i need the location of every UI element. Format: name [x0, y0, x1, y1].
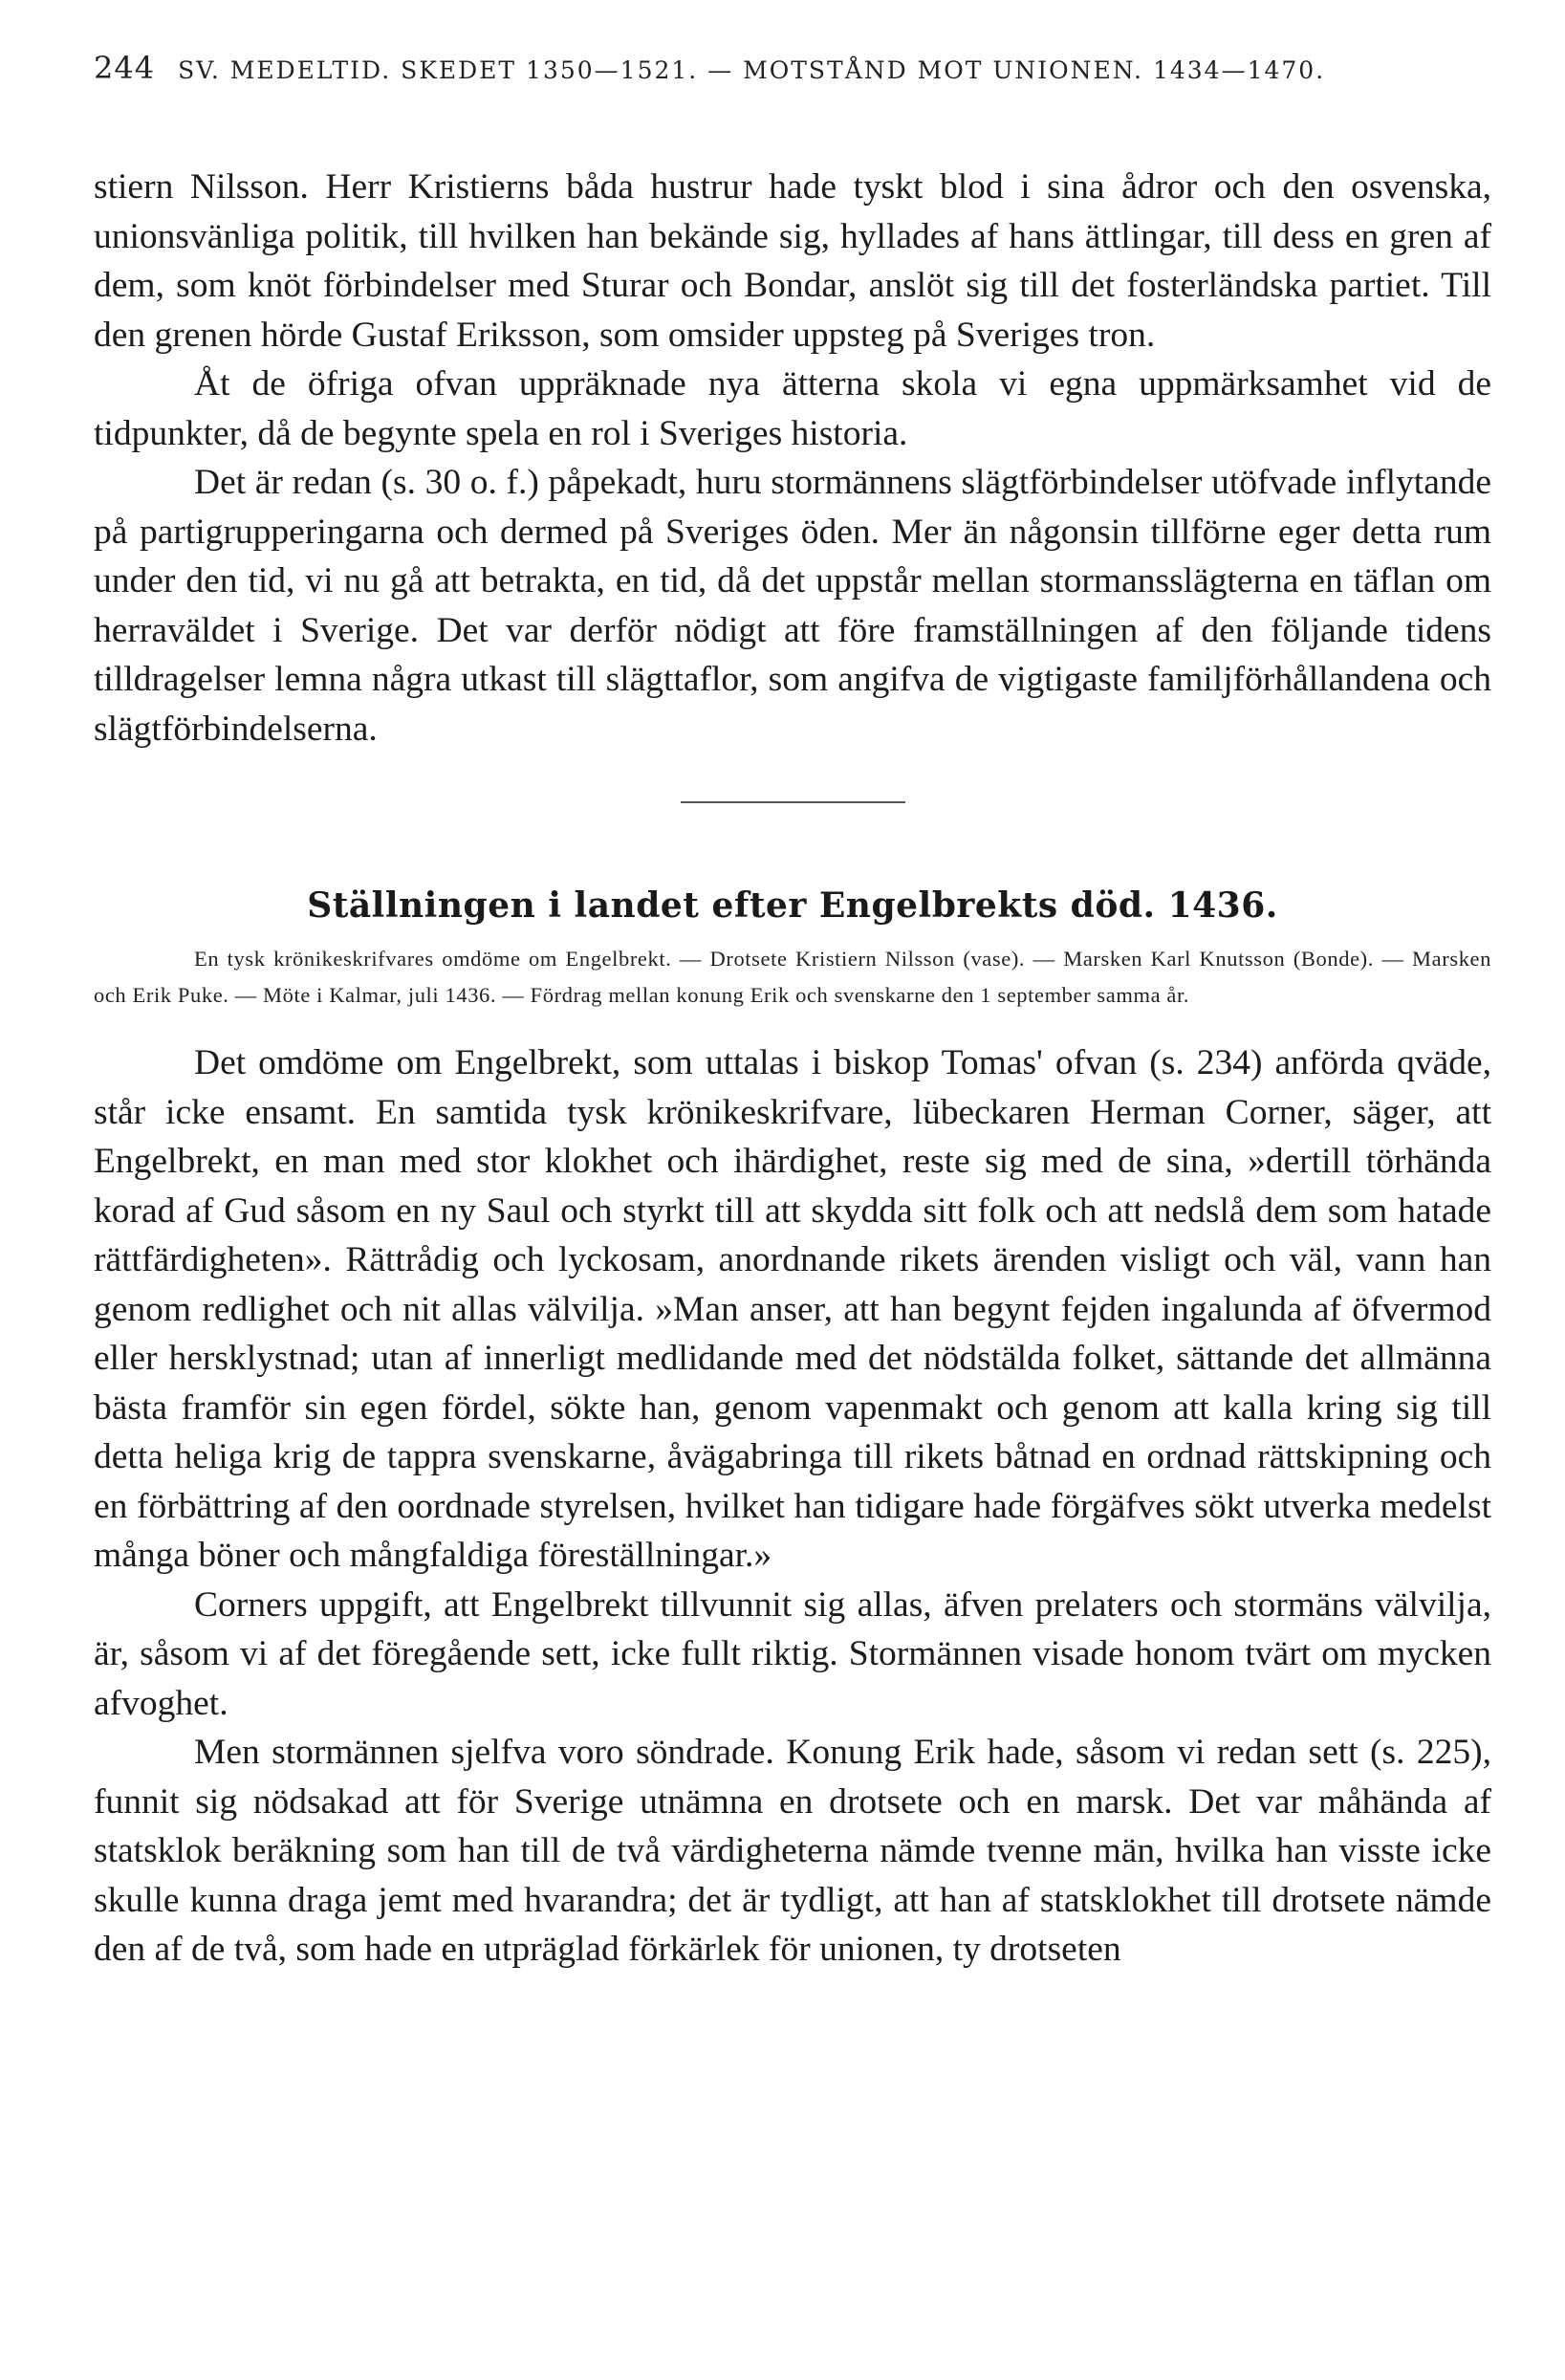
paragraph: Men stormännen sjelfva voro söndrade. Konung Erik hade, såsom vi redan sett (s. 225), funnit sig nödsakad att för Sverige utnämna en drotsete och en marsk. Det var måhända af statsklok beräkning som han till de två värdigheterna nämde tvenne män, hvilka han visste icke skulle kunna draga jemt med hvarandra; det är tydligt, att han af statsklokhet till drotsete nämde den af de två, som hade en utpräglad förkärlek för unionen, ty drotseten	[94, 1733, 1491, 1969]
paragraph: Corners uppgift, att Engelbrekt tillvunnit sig allas, äfven prelaters och stormäns välvilja, är, såsom vi af det föregående sett, icke fullt riktig. Stormännen visade honom tvärt om mycken afvoghet.	[94, 1584, 1491, 1723]
section-synopsis	[94, 941, 1491, 1014]
paragraph: Det omdöme om Engelbrekt, som uttalas i biskop Tomas' ofvan (s. 234) anförda qväde, står icke ensamt. En samtida tysk krönikeskrifvare, lübeckaren Herman Corner, säger, att Engelbrekt, en man med stor klokhet och ihärdighet, reste sig med de sina, »dertill törhända korad af Gud såsom en ny Saul och styrkt till att skydda sitt folk och att nedslå dem som hatade rättfärdigheten». Rättrådig och lyckosam, anordnande rikets ärenden visligt och väl, vann han genom redlighet och nit allas välvilja. »Man anser, att han begynt fejden ingalunda af öfvermod eller hersklystnad; utan af innerligt medlidande med det nödstälda folket, sättande det allmänna bästa framför sin egen fördel, sökte han, genom vapenmakt och genom att kalla kring sig till detta heliga krig de tappra svenskarne, åvägabringa till rikets båtnad en ordnad rättskipning och en förbättring af den oordnade styrelsen, hvilket han tidigare hade förgäfves sökt utverka medelst många böner och mångfaldiga föreställningar.»	[94, 1043, 1491, 1575]
section-divider	[681, 801, 905, 803]
synopsis-text: En tysk krönikeskrifvares omdöme om Engelbrekt. — Drotsete Kristiern Nilsson (vase). — Marsken Karl Knutsson (Bonde). — Marsken och Erik Puke. — Möte i Kalmar, juli 1436. — Fördrag mellan konung Erik och svenskarne den 1 september samma år.	[94, 947, 1491, 1007]
paragraph: Det är redan (s. 30 o. f.) påpekadt, huru stormännens slägtförbindelser utöfvade inflytande på partigrupperingarna och dermed på Sveriges öden. Mer än någonsin tillförne eger detta rum under den tid, vi nu gå att betrakta, en tid, då det uppstår mellan stormansslägterna en täflan om herraväldet i Sverige. Det var derför nödigt att före framställningen af den följande tidens tilldragelser lemna några utkast till slägttaflor, som angifva de vigtigaste familjförhållandena och slägtförbindelserna.	[94, 463, 1491, 749]
section-text	[94, 1038, 1491, 1975]
book-page	[94, 50, 1491, 1975]
running-head	[94, 50, 1491, 98]
running-title: SV. MEDELTID. SKEDET 1350—1521. — MOTSTÅND MOT UNIONEN. 1434—1470.	[178, 56, 1326, 84]
page-number: 244	[94, 50, 156, 86]
paragraph: stiern Nilsson. Herr Kristierns båda hustrur hade tyskt blod i sina ådror och den osvenska, unionsvänliga politik, till hvilken han bekände sig, hyllades af hans ättlingar, till dess en gren af dem, som knöt förbindelser med Sturar och Bondar, anslöt sig till det fosterländska partiet. Till den grenen hörde Gustaf Eriksson, som omsider uppsteg på Sveriges tron.	[94, 167, 1491, 355]
paragraph: Åt de öfriga ofvan uppräknade nya ätterna skola vi egna uppmärksamhet vid de tidpunkter, då de begynte spela en rol i Sveriges historia.	[94, 364, 1491, 453]
section-title: Ställningen i landet efter Engelbrekts död. 1436.	[307, 885, 1278, 926]
intro-text	[94, 163, 1491, 753]
